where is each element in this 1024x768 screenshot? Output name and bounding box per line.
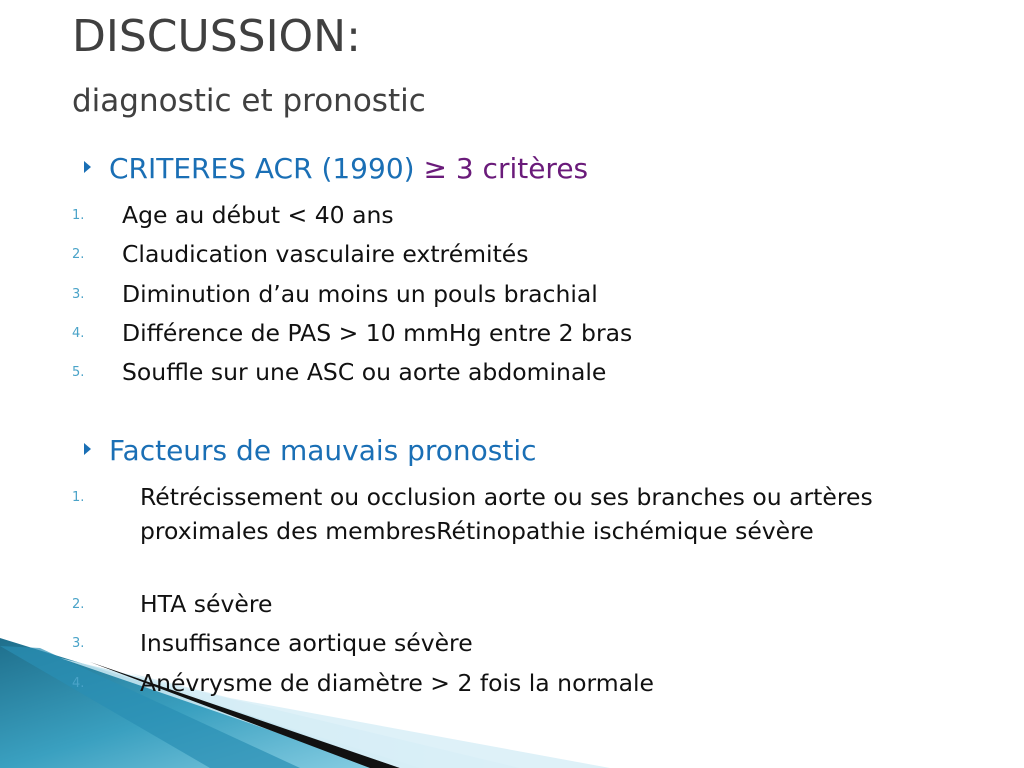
list-item-text: Souffle sur une ASC ou aorte abdominale — [122, 358, 607, 386]
bullet-arrow-icon — [84, 161, 91, 173]
heading-prognosis-label: Facteurs de mauvais pronostic — [109, 434, 537, 467]
list-item-text: Diminution d’au moins un pouls brachial — [122, 280, 598, 308]
list-item-text: HTA sévère — [140, 590, 273, 618]
section-heading-poor-prognosis — [84, 436, 537, 467]
list-item-text: Age au début < 40 ans — [122, 201, 394, 229]
list-item-number: 5. — [72, 365, 85, 380]
list-item-number: 2. — [72, 247, 85, 262]
section-heading-acr-criteria — [84, 154, 588, 185]
list-item-text: Rétrécissement ou occlusion aorte ou ses branches ou artères proximales des membresRétinopathie ischémique sévère — [140, 483, 873, 545]
heading-acr-label: CRITERES ACR (1990) — [109, 152, 415, 185]
list-item-number: 3. — [72, 636, 85, 651]
heading-criteria-count: ≥ 3 critères — [423, 152, 589, 185]
list-item-text: Anévrysme de diamètre > 2 fois la normale — [140, 669, 654, 697]
list-item-number: 2. — [72, 597, 85, 612]
list-item-text: Claudication vasculaire extrémités — [122, 240, 529, 268]
list-item-number: 1. — [72, 208, 85, 223]
slide-subtitle: diagnostic et pronostic — [72, 83, 426, 119]
slide-title: DISCUSSION: — [72, 11, 361, 62]
list-item-text: Différence de PAS > 10 mmHg entre 2 bras — [122, 319, 633, 347]
list-item-number: 4. — [72, 676, 85, 691]
list-item-text: Insuffisance aortique sévère — [140, 629, 473, 657]
list-item-number: 1. — [72, 490, 85, 505]
list-item-number: 4. — [72, 326, 85, 341]
bullet-arrow-icon — [84, 443, 91, 455]
list-item-number: 3. — [72, 287, 85, 302]
